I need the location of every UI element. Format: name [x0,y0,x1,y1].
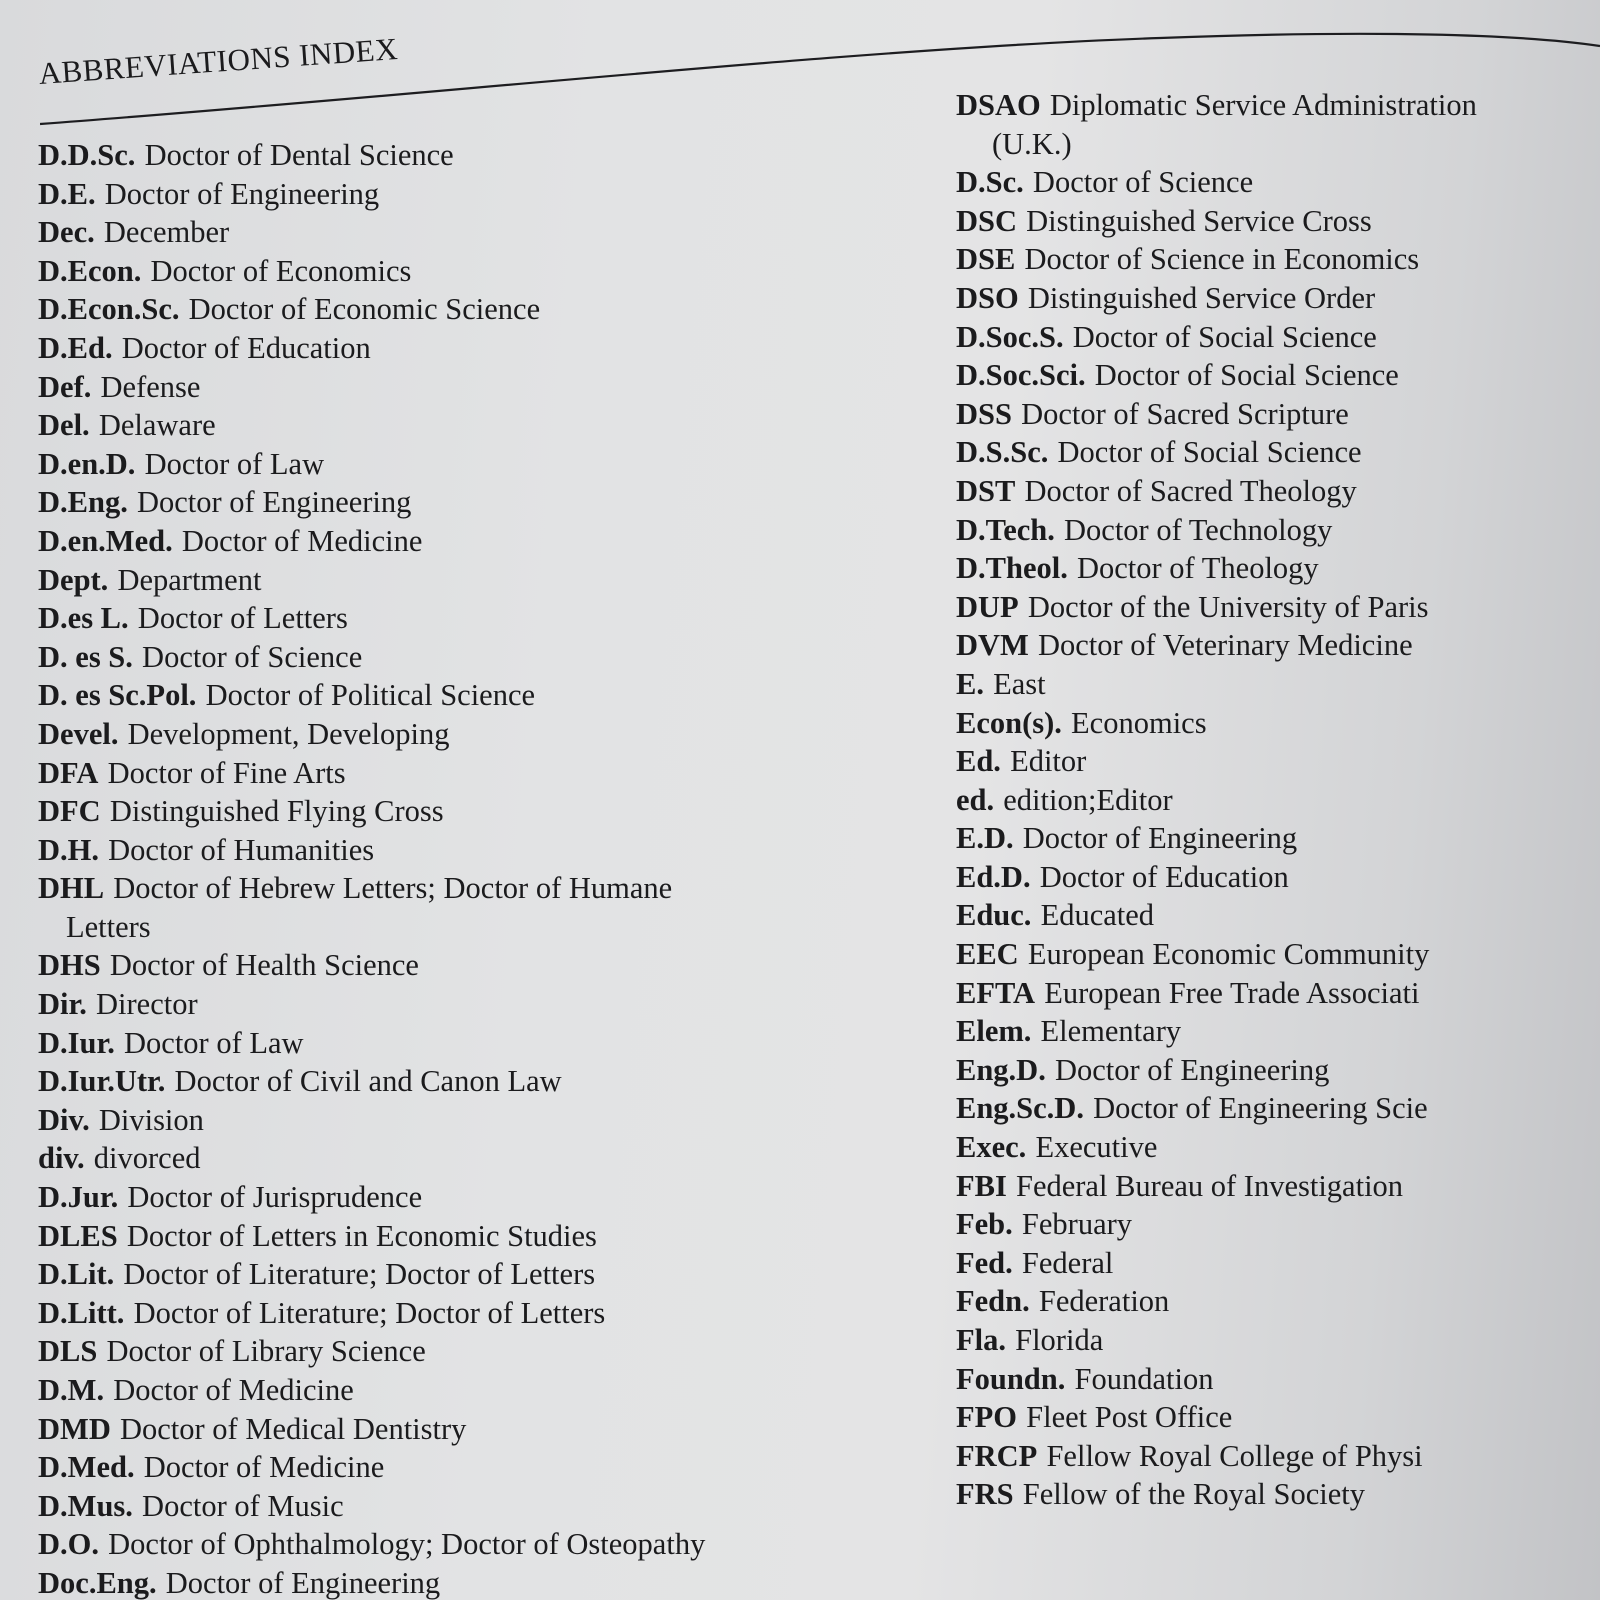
index-entry [956,1437,1477,1476]
index-entry [38,483,705,522]
entry-definition: Distinguished Flying Cross [109,794,444,829]
index-entry [956,202,1477,241]
index-entry [38,1371,705,1410]
index-entry [956,974,1477,1013]
entry-abbreviation: D.Econ. [38,253,142,288]
entry-abbreviation: D.en.D. [38,446,136,481]
index-entry [956,318,1477,357]
entry-abbreviation: EFTA [956,975,1036,1010]
index-entry [956,742,1477,781]
entry-abbreviation: D.Econ.Sc. [38,292,180,327]
index-entry [956,86,1477,125]
index-entry [956,1360,1477,1399]
entry-abbreviation: D.M. [38,1373,105,1407]
index-entry [956,279,1477,318]
entry-definition-continued: (U.K.) [992,126,1072,161]
index-entry [38,406,705,445]
entry-abbreviation: Dir. [38,987,87,1022]
index-entry [38,1178,705,1217]
entry-definition: Doctor of Social Science [1094,358,1399,393]
entry-definition: Economics [1071,705,1207,740]
entry-abbreviation: FPO [956,1400,1017,1435]
entry-definition: Doctor of Engineering [1054,1052,1330,1087]
entry-abbreviation: D. es Sc.Pol. [38,678,197,713]
entry-definition: Doctor of Fine Arts [107,755,346,790]
entry-definition: Doctor of Theology [1076,551,1319,586]
entry-definition: Fellow Royal College of Physi [1046,1438,1423,1473]
entry-definition: divorced [93,1141,201,1176]
entry-abbreviation: Dec. [38,215,95,250]
index-entry [38,252,705,291]
entry-abbreviation: D.en.Med. [38,523,173,558]
entry-definition: Director [96,987,198,1022]
entry-abbreviation: FRS [956,1477,1014,1512]
index-entry [956,356,1477,395]
index-entry [956,1321,1477,1360]
index-entry [38,136,705,175]
entry-abbreviation: D.H. [38,832,99,867]
entry-abbreviation: ed. [956,782,995,817]
entry-abbreviation: D.Lit. [38,1257,115,1292]
entry-abbreviation: Ed.D. [956,859,1031,894]
entry-abbreviation: Dept. [38,562,109,597]
entry-abbreviation: D.S.Sc. [956,435,1049,470]
index-entry [956,858,1477,897]
entry-definition: Department [117,562,262,597]
entry-definition: Educated [1040,898,1155,933]
entry-abbreviation: Div. [38,1102,90,1137]
entry-definition: Elementary [1040,1014,1182,1049]
entry-abbreviation: D.Theol. [956,551,1068,586]
entry-definition: Doctor of Science in Economics [1024,242,1420,277]
index-entry [956,1205,1477,1244]
index-entry [38,638,705,677]
entry-abbreviation: Elem. [956,1014,1032,1049]
entry-abbreviation: Def. [38,369,92,404]
index-entry [956,1282,1477,1321]
entry-abbreviation: DSS [956,396,1012,431]
entry-definition: Doctor of Ophthalmology; Doctor of Osteopathy [108,1527,706,1562]
entry-definition: Doctor of Social Science [1072,319,1377,354]
entry-abbreviation: Del. [38,408,90,443]
entry-abbreviation: E. [956,666,984,701]
index-entry [956,1012,1477,1051]
entry-abbreviation: D.Soc.S. [956,319,1064,354]
entry-abbreviation: D. es S. [38,639,133,674]
entry-abbreviation: Ed. [956,744,1001,779]
index-entry [38,1217,705,1256]
entry-definition: Diplomatic Service Administration [1049,88,1477,122]
right-column [956,86,1477,1514]
entry-definition: Doctor of Medicine [181,523,423,558]
index-entry [956,665,1477,704]
entry-definition: Doctor of Social Science [1057,435,1362,470]
index-entry [956,163,1477,202]
entry-definition: Doctor of Sacred Scripture [1021,396,1349,431]
entry-definition: Distinguished Service Order [1027,280,1376,315]
entry-abbreviation: D.Jur. [38,1180,119,1215]
entry-definition: Doctor of Education [1039,859,1289,894]
index-entry [38,1062,705,1101]
entry-definition: Doctor of Medicine [113,1373,354,1407]
index-entry [38,522,705,561]
index-entry [956,240,1477,279]
entry-definition: Doctor of Jurisprudence [127,1180,423,1215]
entry-definition: Doctor of Engineering [165,1565,441,1600]
entry-abbreviation: DLS [38,1334,98,1369]
entry-abbreviation: D.Med. [38,1450,135,1485]
entry-definition: Distinguished Service Cross [1026,203,1372,238]
index-entry [38,1139,705,1178]
entry-abbreviation: FBI [956,1168,1007,1203]
index-entry [956,1051,1477,1090]
entry-definition: edition;Editor [1003,782,1173,817]
index-entry [38,561,705,600]
entry-definition: Federal [1021,1245,1114,1280]
entry-abbreviation: Foundn. [956,1361,1066,1396]
entry-definition: Doctor of Letters [137,601,348,636]
entry-definition: Doctor of Health Science [109,948,419,983]
entry-definition: Doctor of Medical Dentistry [119,1411,467,1446]
index-entry [956,1244,1477,1283]
entry-definition: Doctor of Science [142,639,363,674]
entry-definition: Editor [1010,744,1087,779]
entry-abbreviation: E.D. [956,821,1014,856]
entry-abbreviation: D.D.Sc. [38,138,136,172]
entry-abbreviation: Exec. [956,1130,1027,1165]
entry-definition: Doctor of Civil and Canon Law [174,1064,562,1099]
entry-definition: Doctor of Library Science [106,1334,426,1369]
entry-abbreviation: EEC [956,937,1019,972]
index-entry [38,1487,705,1526]
entry-abbreviation: DFC [38,794,101,829]
entry-abbreviation: DLES [38,1218,118,1253]
entry-abbreviation: DST [956,473,1016,508]
entry-definition: Doctor of Education [121,330,371,365]
entry-abbreviation: D.Iur. [38,1025,115,1060]
entry-definition: Doctor of Music [142,1488,344,1523]
index-entry [38,329,705,368]
entry-definition: Doctor of Veterinary Medicine [1037,628,1413,663]
index-entry [38,1410,705,1449]
entry-abbreviation: Eng.Sc.D. [956,1091,1084,1126]
index-entry [38,213,705,252]
entry-definition: Doctor of Science [1032,165,1254,200]
entry-abbreviation: Fla. [956,1323,1006,1357]
running-head: ABBREVIATIONS INDEX [37,30,400,92]
entry-definition: Doctor of Economics [150,253,412,288]
entry-definition: Executive [1035,1130,1158,1165]
entry-definition: Fellow of the Royal Society [1022,1477,1365,1512]
entry-definition: Foundation [1074,1361,1214,1396]
entry-abbreviation: Eng.D. [956,1052,1046,1087]
entry-definition: Defense [100,369,201,404]
index-entry [38,869,705,908]
entry-definition: Fleet Post Office [1026,1400,1233,1435]
index-entry [956,1167,1477,1206]
entry-abbreviation: D.Litt. [38,1295,125,1330]
entry-abbreviation: DVM [956,628,1029,663]
entry-definition: Doctor of Law [144,446,325,481]
entry-definition: Doctor of the University of Paris [1027,589,1429,624]
index-entry [956,549,1477,588]
entry-definition: Federation [1038,1284,1170,1319]
entry-abbreviation: D.Eng. [38,485,128,520]
index-entry [38,985,705,1024]
index-entry [956,1089,1477,1128]
entry-definition: Federal Bureau of Investigation [1015,1168,1404,1203]
entry-definition: Doctor of Political Science [205,678,536,713]
entry-definition: Doctor of Letters in Economic Studies [126,1218,597,1253]
entry-definition: Doctor of Engineering Scie [1093,1091,1428,1126]
entry-abbreviation: D.O. [38,1527,99,1562]
index-entry [38,1564,705,1600]
index-entry [38,368,705,407]
entry-definition: Doctor of Medicine [143,1450,385,1485]
index-entry [956,935,1477,974]
index-entry [956,1475,1477,1514]
index-entry [956,511,1477,550]
index-entry [956,704,1477,743]
index-entry [38,946,705,985]
entry-abbreviation: DFA [38,755,99,790]
entry-abbreviation: div. [38,1141,85,1176]
entry-definition: Doctor of Literature; Doctor of Letters [133,1295,606,1330]
entry-definition: December [103,215,230,250]
index-entry [38,599,705,638]
index-entry [38,792,705,831]
entry-definition: Development, Developing [127,716,450,751]
entry-definition: Doctor of Law [124,1025,304,1060]
entry-definition: Doctor of Sacred Theology [1024,473,1357,508]
entry-abbreviation: DSAO [956,88,1041,122]
index-entry [956,472,1477,511]
entry-definition: Doctor of Engineering [1022,821,1298,856]
index-entry [956,433,1477,472]
entry-abbreviation: FRCP [956,1438,1038,1473]
entry-abbreviation: DSC [956,203,1018,238]
entry-definition: Doctor of Technology [1064,512,1333,547]
entry-definition: Doctor of Hebrew Letters; Doctor of Humane [113,871,673,906]
index-entry [38,1332,705,1371]
index-entry [956,626,1477,665]
entry-abbreviation: D.E. [38,176,96,211]
entry-abbreviation: D.Iur.Utr. [38,1064,166,1099]
index-entry [956,1398,1477,1437]
index-entry [38,1101,705,1140]
index-entry [38,290,705,329]
index-entry [38,175,705,214]
entry-definition: Division [98,1102,204,1137]
entry-definition: Doctor of Engineering [136,485,412,520]
index-entry [956,1128,1477,1167]
entry-abbreviation: DHS [38,948,101,983]
entry-definition: Delaware [98,408,216,443]
entry-abbreviation: Doc.Eng. [38,1565,157,1600]
index-entry [956,588,1477,627]
index-entry [38,831,705,870]
entry-abbreviation: Educ. [956,898,1032,933]
entry-definition: Doctor of Engineering [104,176,380,211]
entry-abbreviation: D.Soc.Sci. [956,358,1086,393]
index-entry [956,781,1477,820]
index-entry [38,754,705,793]
index-entry [38,1255,705,1294]
entry-definition: Doctor of Economic Science [188,292,541,327]
entry-abbreviation: DSO [956,280,1019,315]
left-column [38,136,705,1600]
index-entry [38,1024,705,1063]
entry-definition: Florida [1015,1323,1104,1357]
entry-definition: East [993,666,1046,701]
index-entry [38,445,705,484]
entry-abbreviation: D.Tech. [956,512,1055,547]
index-entry [38,1448,705,1487]
entry-definition: European Economic Community [1027,937,1430,972]
entry-abbreviation: Econ(s). [956,705,1062,740]
entry-definition: European Free Trade Associati [1044,975,1420,1010]
entry-abbreviation: DUP [956,589,1019,624]
entry-abbreviation: DMD [38,1411,111,1446]
index-entry [38,676,705,715]
entry-abbreviation: D.es L. [38,601,129,636]
entry-definition: Doctor of Humanities [108,832,375,867]
entry-definition: Doctor of Literature; Doctor of Letters [123,1257,596,1292]
index-entry [38,715,705,754]
entry-abbreviation: D.Ed. [38,330,113,365]
entry-definition: Doctor of Dental Science [144,138,454,172]
entry-abbreviation: Devel. [38,716,119,751]
entry-abbreviation: Fed. [956,1245,1013,1280]
entry-abbreviation: Feb. [956,1207,1013,1242]
entry-abbreviation: DSE [956,242,1016,277]
index-entry [38,1294,705,1333]
index-entry [38,1525,705,1564]
entry-abbreviation: DHL [38,871,105,906]
entry-abbreviation: D.Sc. [956,165,1024,200]
entry-definition-continued: Letters [66,909,151,944]
entry-definition: February [1021,1207,1133,1242]
index-entry [956,395,1477,434]
entry-abbreviation: Fedn. [956,1284,1030,1319]
index-entry [956,896,1477,935]
index-entry [956,819,1477,858]
entry-abbreviation: D.Mus. [38,1488,133,1523]
